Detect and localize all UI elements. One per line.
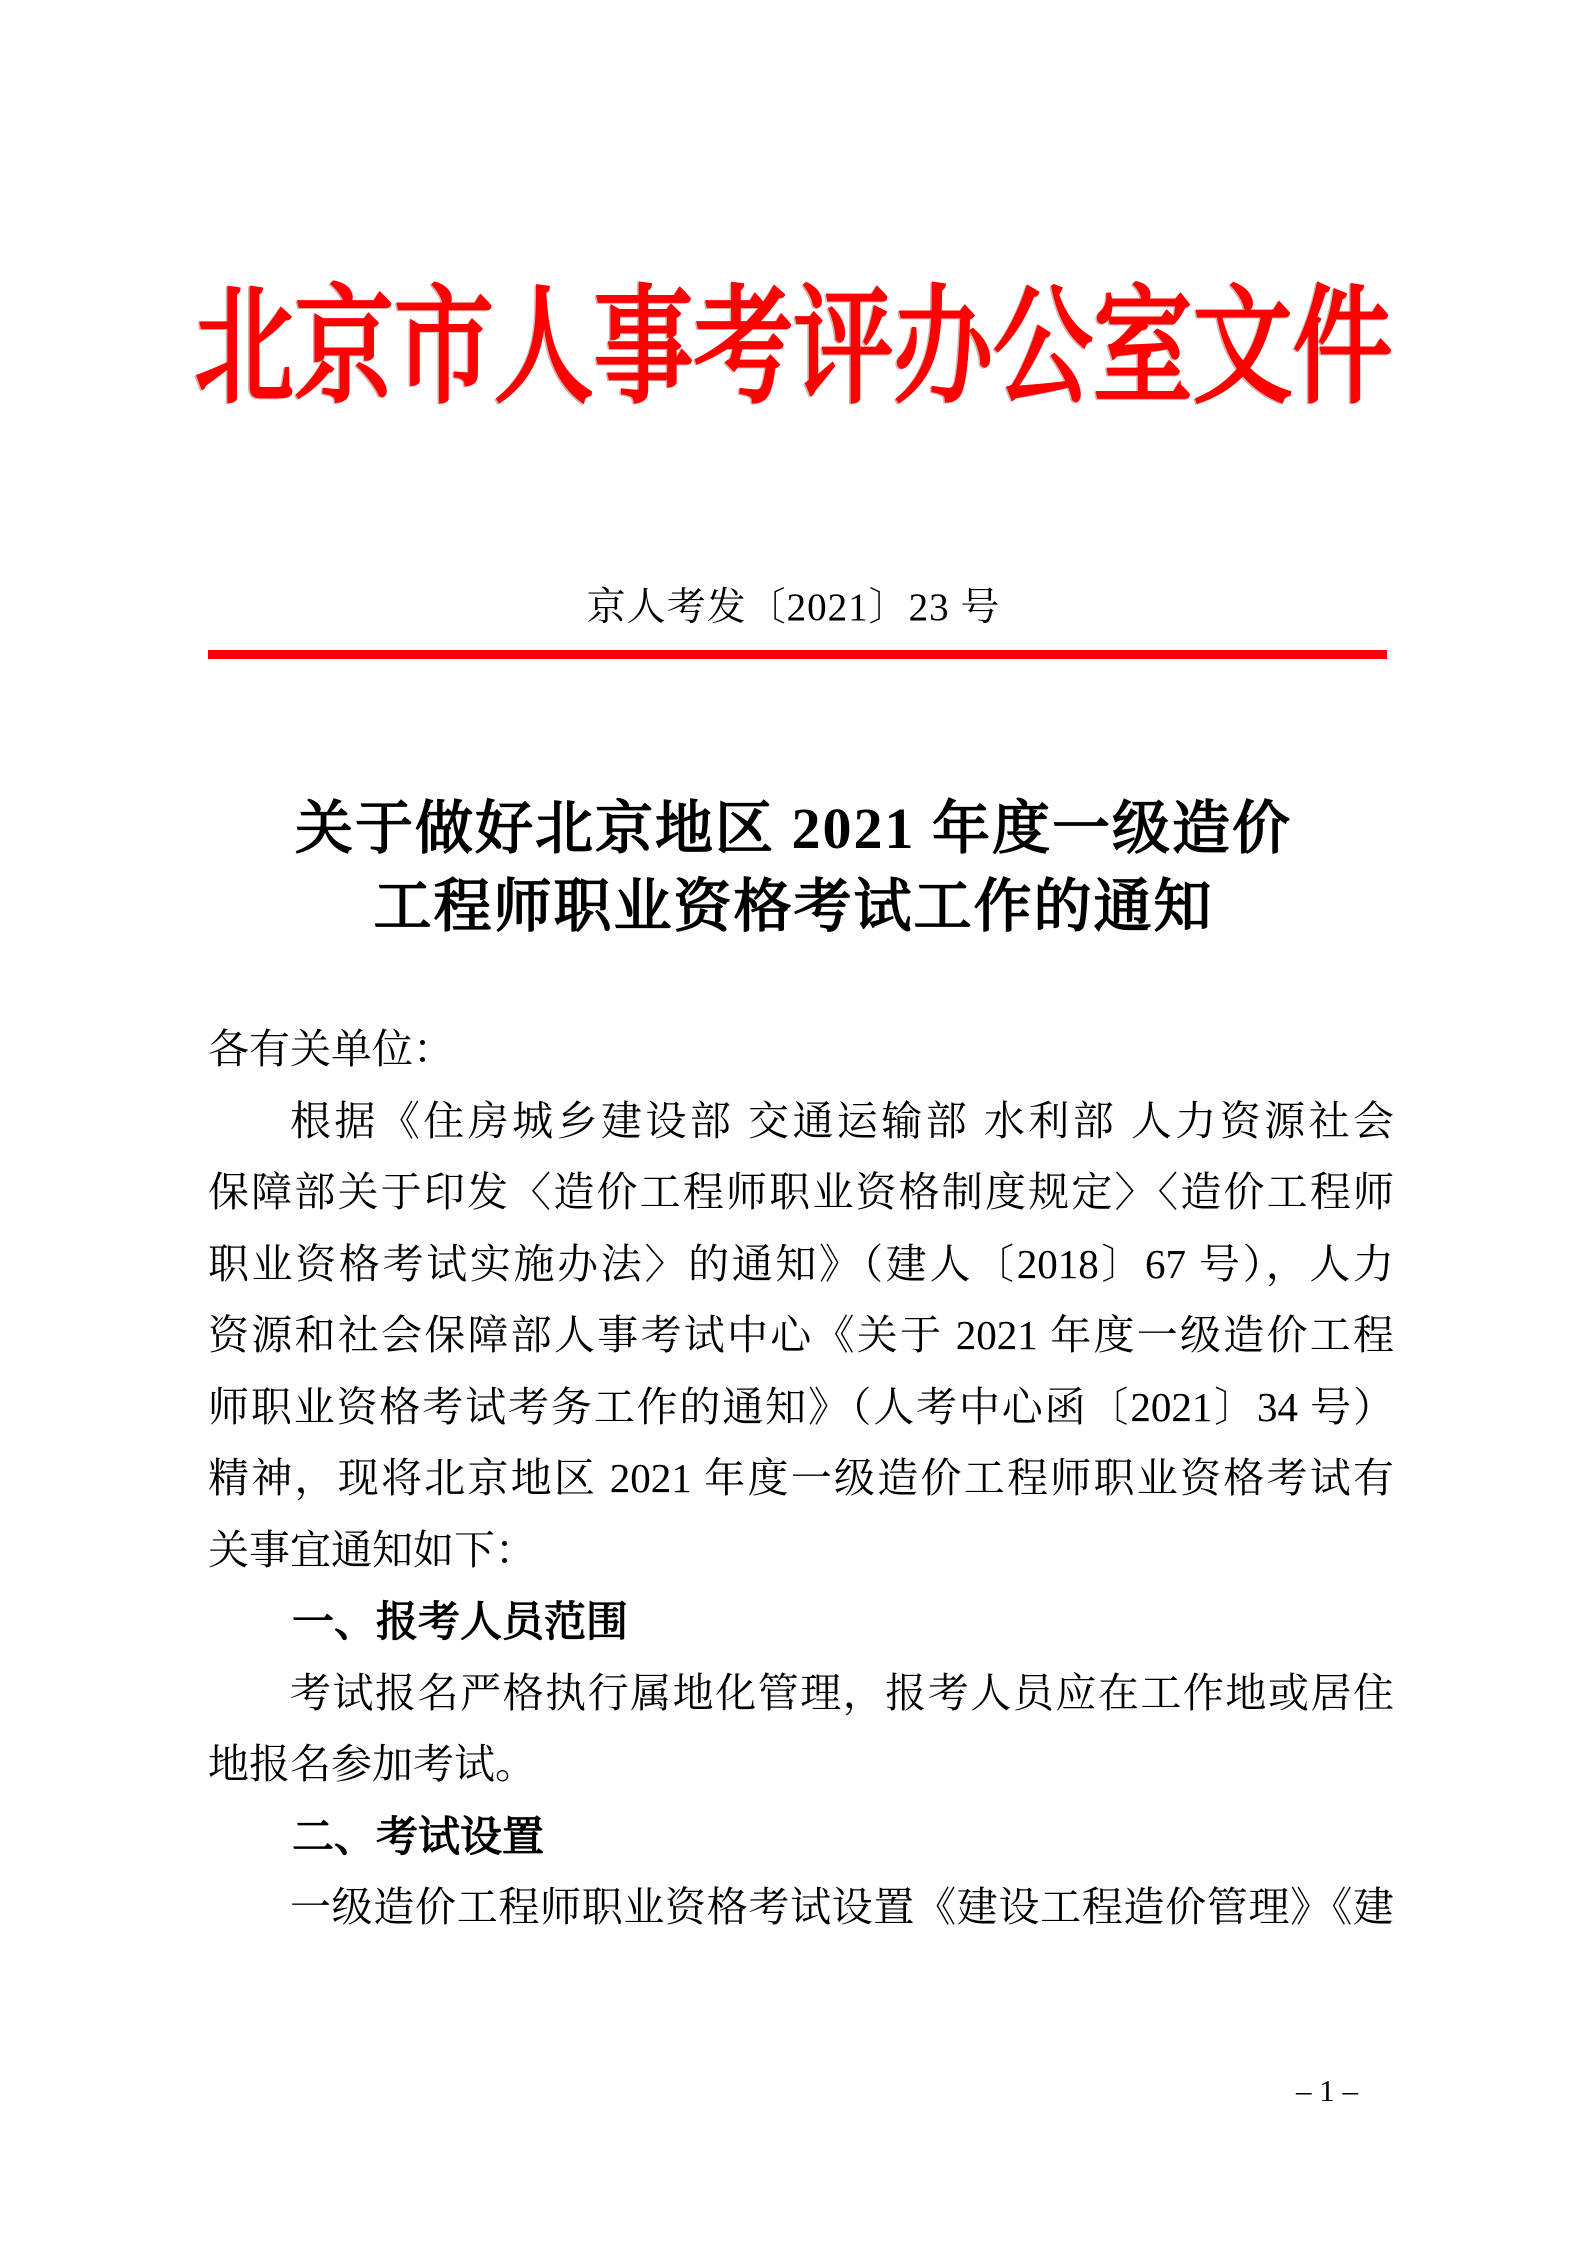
- document-body: [208, 1014, 1394, 1944]
- salutation-line: 各有关单位：: [208, 1026, 454, 1072]
- paragraph-1-line-4: 资源和社会保障部人事考试中心《关于 2021 年度一级造价工程: [208, 1312, 1394, 1358]
- document-title: [0, 790, 1587, 946]
- section-heading-1: 一、报考人员范围: [292, 1598, 629, 1645]
- section-2-paragraph-line-1: 一级造价工程师职业资格考试设置《建设工程造价管理》《建: [290, 1884, 1394, 1930]
- section-1-paragraph-line-2: 地报名参加考试。: [208, 1741, 536, 1787]
- section-heading-2: 二、考试设置: [292, 1812, 545, 1860]
- paragraph-1-line-7: 关事宜通知如下：: [208, 1526, 536, 1573]
- section-1-paragraph-line-1: 考试报名严格执行属地化管理，报考人员应在工作地或居住: [290, 1669, 1394, 1716]
- document-title-line2: 工程师职业资格考试工作的通知: [373, 874, 1214, 939]
- page-number: – 1 –: [1296, 2073, 1358, 2108]
- paragraph-1-line-6: 精神，现将北京地区 2021 年度一级造价工程师职业资格考试有: [208, 1455, 1394, 1501]
- agency-header-title: 北京市人事考评办公室文件: [194, 277, 1393, 419]
- paragraph-1-line-1: 根据《住房城乡建设部 交通运输部 水利部 人力资源社会: [290, 1097, 1394, 1144]
- paragraph-1-line-2: 保障部关于印发〈造价工程师职业资格制度规定〉〈造价工程师: [208, 1169, 1394, 1215]
- header-divider-line: [208, 650, 1387, 659]
- paragraph-1-line-5: 师职业资格考试考务工作的通知》（人考中心函〔2021〕34 号）: [208, 1383, 1394, 1430]
- paragraph-1-line-3: 职业资格考试实施办法〉的通知》（建人〔2018〕67 号），人力: [208, 1240, 1394, 1287]
- document-number: 京人考发〔2021〕23 号: [586, 586, 1001, 629]
- document-title-line1: 关于做好北京地区 2021 年度一级造价: [294, 796, 1292, 861]
